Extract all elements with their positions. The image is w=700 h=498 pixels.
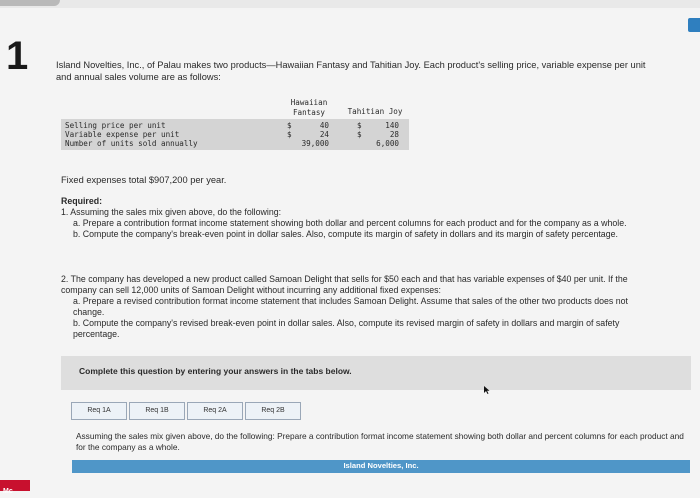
required-section-2 [61, 274, 651, 340]
required-item-1b: b. Compute the company's break-even point in dollar sales. Also, compute its margin of safety in dollars and its margin of safety percentage. [73, 229, 618, 239]
cell-value: 39,000 [301, 139, 329, 148]
badge-text: Mc [3, 488, 13, 495]
col-header-tahitian: Tahitian Joy [347, 107, 403, 116]
currency-symbol: $ [287, 121, 292, 130]
cell-value: 140 [385, 121, 399, 130]
required-section [61, 196, 651, 240]
col-header-hawaiian: Hawaiian Fantasy [290, 98, 328, 117]
side-tab-handle[interactable] [688, 18, 700, 32]
top-bar [0, 0, 700, 8]
required-item-2: 2. The company has developed a new product called Samoan Delight that sells for $50 each and that has variable expenses of $40 per unit. If the company can sell 12,000 units of Samoan Delight without incurring any additional fixed expenses: [61, 274, 628, 295]
cell-value: 6,000 [376, 139, 399, 148]
currency-symbol: $ [357, 121, 362, 130]
required-item-2b: b. Compute the company's revised break-even point in dollar sales. Also, compute its revised margin of safety in dollars and margin of safety percentage. [73, 318, 620, 339]
publisher-badge [0, 480, 30, 495]
instruction-text: Complete this question by entering your answers in the tabs below. [79, 366, 352, 376]
required-item-2a: a. Prepare a revised contribution format income statement that includes Samoan Delight. Assume that sales of the other two products does not change. [73, 296, 628, 317]
question-intro: Island Novelties, Inc., of Palau makes two products—Hawaiian Fantasy and Tahitian Joy. Each product's selling price, variable expense per unit and annual sales volume are as follows: [56, 60, 646, 82]
tab-req-2b[interactable]: Req 2B [245, 402, 301, 420]
row-label: Selling price per unit [65, 121, 166, 130]
top-bar-segment [0, 0, 60, 6]
row-label: Number of units sold annually [65, 139, 198, 148]
company-header-bar [72, 460, 690, 473]
company-name: Island Novelties, Inc. [343, 461, 419, 470]
fixed-expenses-text: Fixed expenses total $907,200 per year. [61, 175, 227, 185]
table-row [61, 139, 409, 148]
required-item-1: 1. Assuming the sales mix given above, do the following: [61, 207, 282, 217]
required-title: Required: [61, 196, 103, 206]
table-body [61, 119, 409, 150]
instruction-panel [61, 356, 691, 390]
question-number: 1 [6, 34, 29, 78]
tab-req-1b[interactable]: Req 1B [129, 402, 185, 420]
tab-description: Assuming the sales mix given above, do the following: Prepare a contribution format income statement showing both dollar and percent columns for each product and for the company as a whole. [76, 431, 684, 452]
tab-req-2a[interactable]: Req 2A [187, 402, 243, 420]
currency-symbol: $ [357, 130, 362, 139]
mouse-cursor-icon [484, 386, 490, 394]
table-row [61, 130, 409, 139]
cell-value: 40 [319, 121, 329, 130]
row-label: Variable expense per unit [65, 130, 180, 139]
table-header [61, 97, 409, 121]
required-item-1a: a. Prepare a contribution format income statement showing both dollar and percent columns for each product and for the company as a whole. [73, 218, 627, 228]
currency-symbol: $ [287, 130, 292, 139]
cell-value: 28 [389, 130, 399, 139]
tab-req-1a[interactable]: Req 1A [71, 402, 127, 420]
cell-value: 24 [319, 130, 329, 139]
table-row [61, 121, 409, 130]
